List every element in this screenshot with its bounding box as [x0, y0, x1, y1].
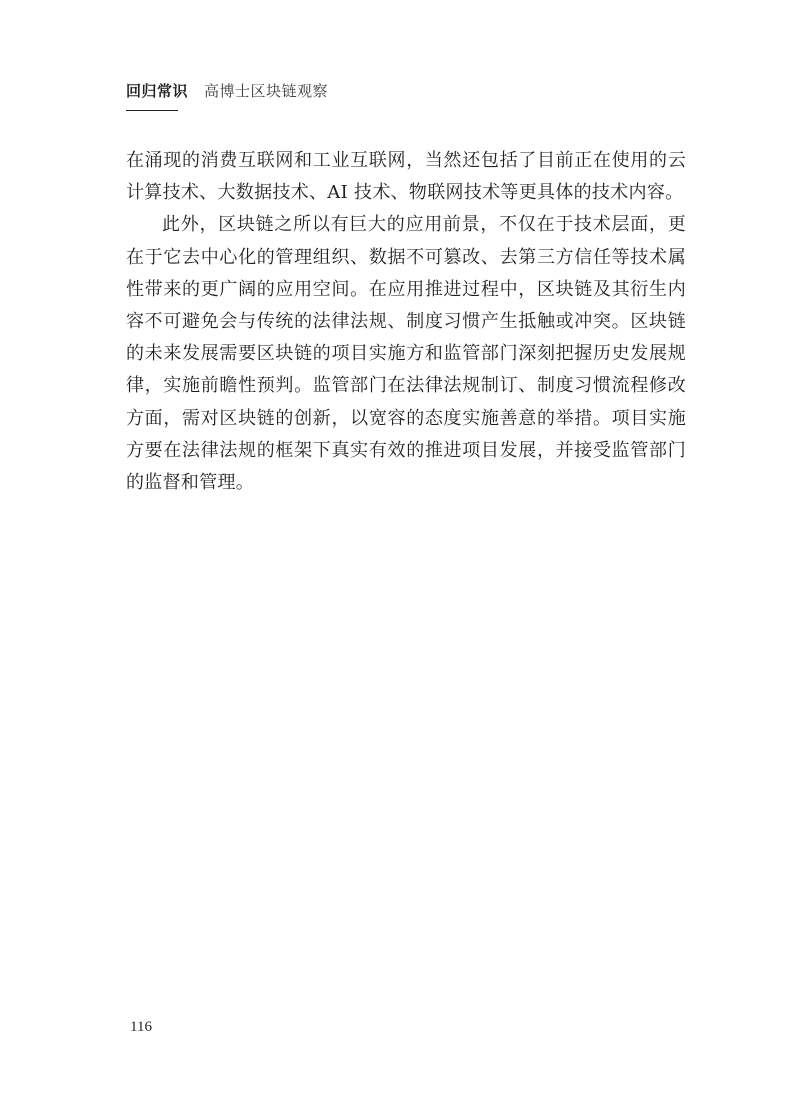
- paragraph: 此外，区块链之所以有巨大的应用前景，不仅在于技术层面，更在于它去中心化的管理组织、数据不可篡改、去第三方信任等技术属性带来的更广阔的应用空间。在应用推进过程中，区块链及其衍生内容不可避免会与传统的法律法规、制度习惯产生抵触或冲突。区块链的未来发展需要区块链的项目实施方和监管部门深刻把握历史发展规律，实施前瞻性预判。监管部门在法律法规制订、制度习惯流程修改方面，需对区块链的创新，以宽容的态度实施善意的举措。项目实施方要在法律法规的框架下真实有效的推进项目发展，并接受监管部门的监督和管理。: [126, 214, 686, 494]
- paragraph-continued: 在涌现的消费互联网和工业互联网，当然还包括了目前正在使用的云计算技术、大数据技术、AI 技术、物联网技术等更具体的技术内容。: [126, 150, 686, 204]
- header-rule: [126, 110, 178, 111]
- body-text: [126, 145, 686, 499]
- page-number: 116: [130, 1019, 152, 1035]
- running-header: [126, 80, 328, 101]
- series-title: 回归常识: [126, 82, 189, 100]
- book-title: 高博士区块链观察: [204, 82, 329, 100]
